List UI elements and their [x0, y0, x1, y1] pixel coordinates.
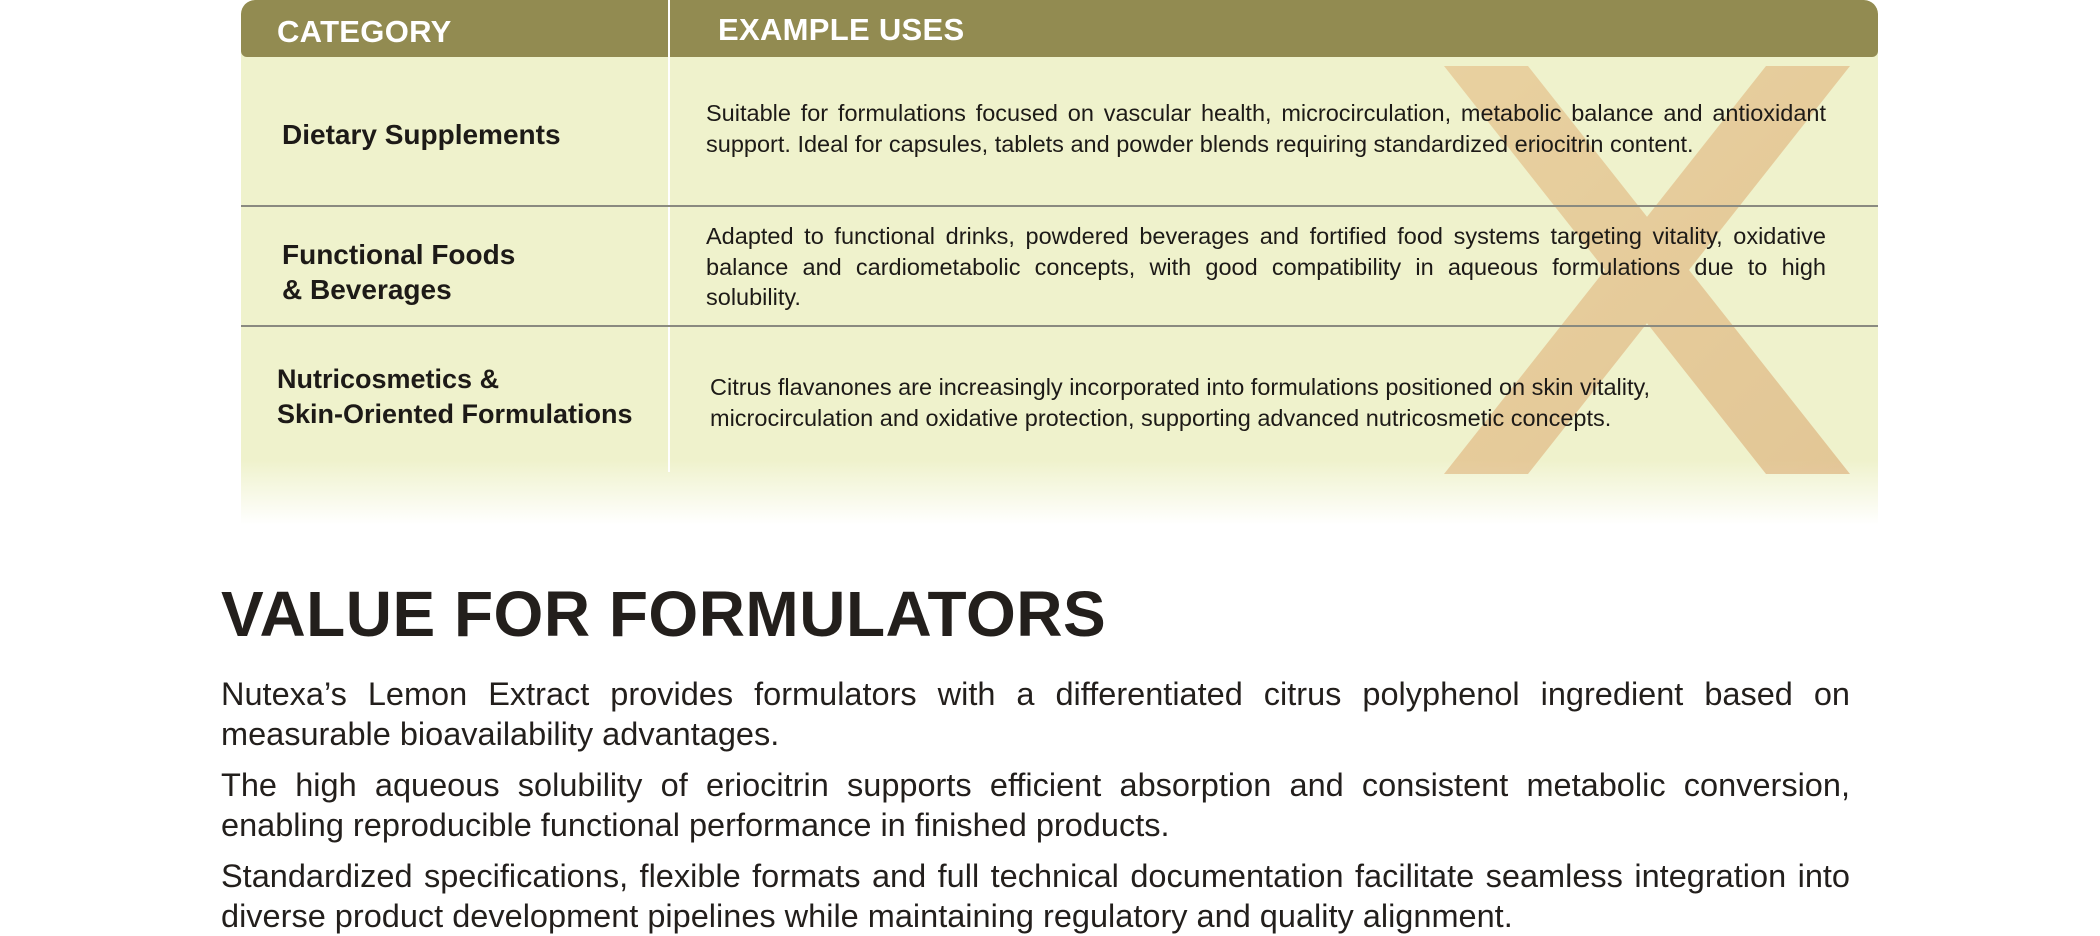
row-uses: Suitable for formulations focused on vascular health, microcirculation, metabolic balance and antioxidant support. Ideal for capsules, tablets and powder blends requiring standardized eriocitrin content. — [706, 100, 1826, 157]
row-divider — [241, 205, 1878, 207]
section-title: VALUE FOR FORMULATORS — [221, 578, 1107, 650]
paragraph: Nutexa’s Lemon Extract provides formulators with a differentiated citrus polyphenol ingredient based on measurable bioavailability advantages. — [221, 676, 1850, 752]
category-uses-table — [241, 0, 1878, 525]
row-category: Functional Foods & Beverages — [282, 239, 516, 305]
header-category: CATEGORY — [277, 14, 452, 49]
row-category: Nutricosmetics & Skin-Oriented Formulations — [277, 364, 633, 429]
table-header — [241, 0, 1878, 57]
row-uses: Citrus flavanones are increasingly incorporated into formulations positioned on skin vitality, microcirculation and oxidative protection, supporting advanced nutricosmetic concepts. — [710, 374, 1651, 431]
row-category: Dietary Supplements — [282, 119, 561, 150]
paragraph: Standardized specifications, flexible formats and full technical documentation facilitate seamless integration into diverse product development pipelines while maintaining regulatory and quality alignment. — [221, 858, 1850, 934]
row-divider — [241, 325, 1878, 327]
column-divider — [668, 0, 670, 472]
row-uses: Adapted to functional drinks, powdered beverages and fortified food systems targeting vitality, oxidative balance and cardiometabolic concepts, with good compatibility in aqueous formulations due to high solubility. — [706, 223, 1826, 310]
header-example-uses: EXAMPLE USES — [718, 12, 965, 47]
paragraph: The high aqueous solubility of eriocitrin supports efficient absorption and consistent metabolic conversion, enabling reproducible functional performance in finished products. — [221, 767, 1850, 843]
